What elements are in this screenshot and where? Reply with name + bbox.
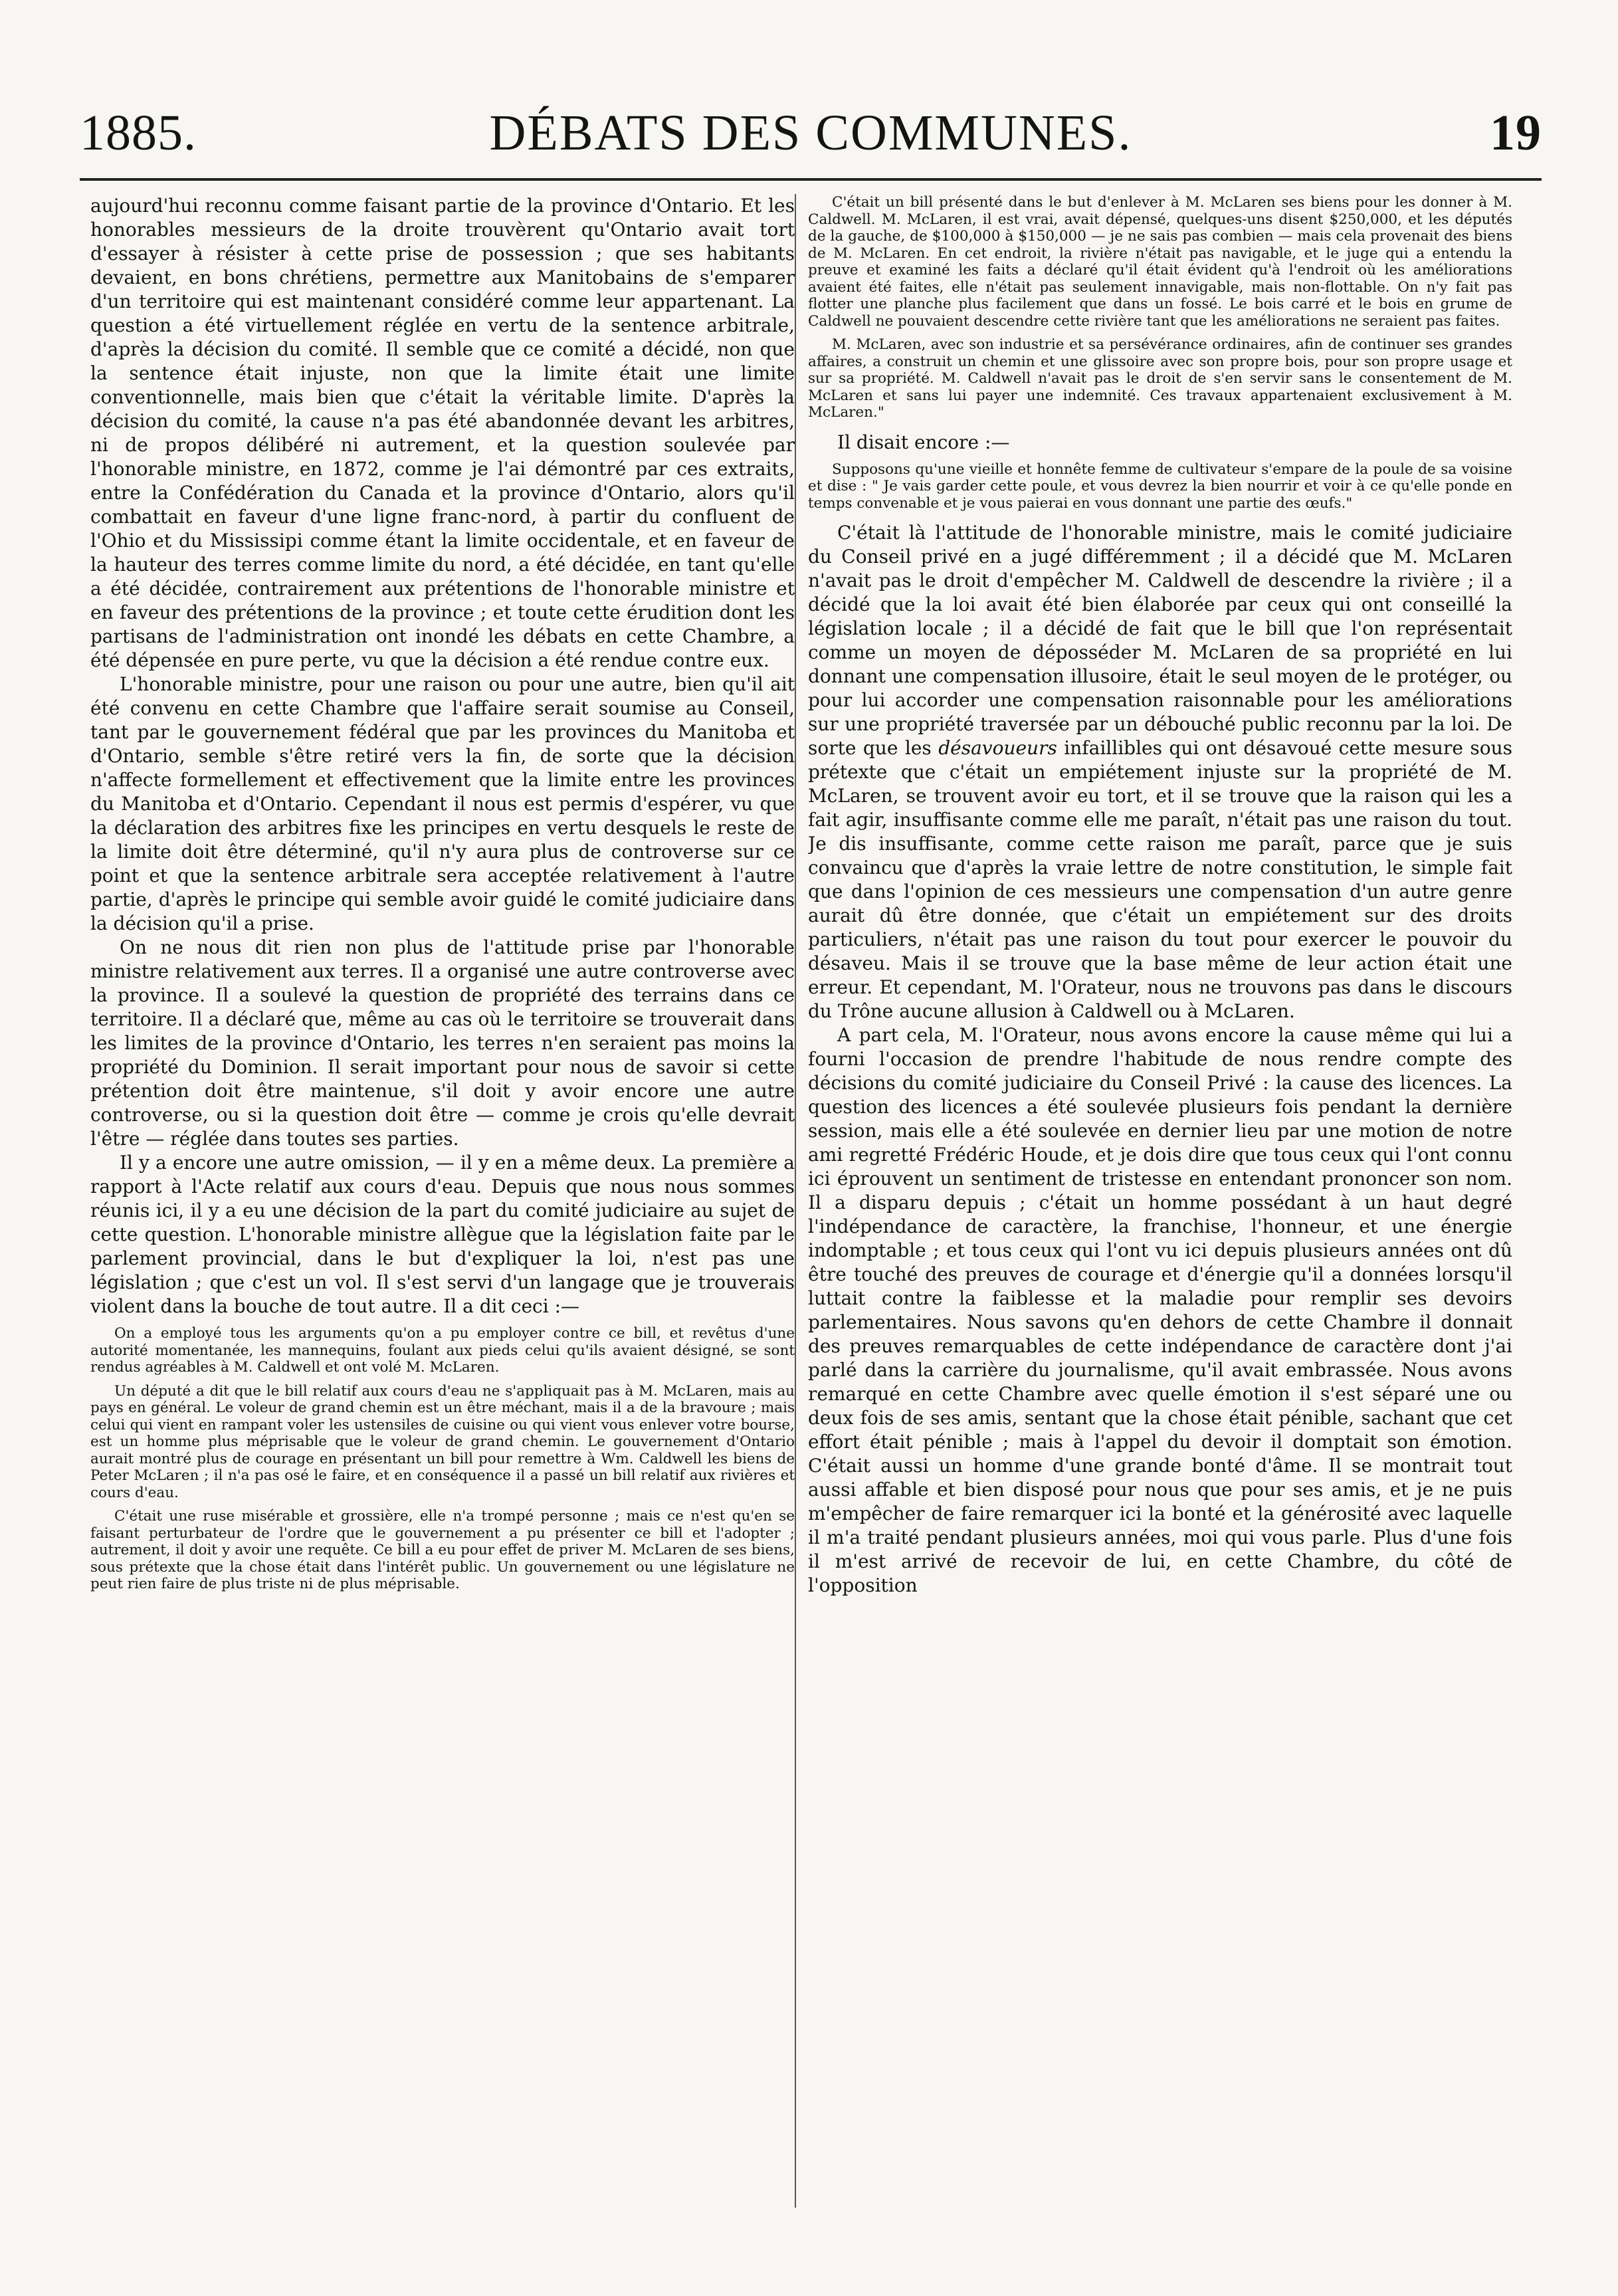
paragraph: On ne nous dit rien non plus de l'attitude prise par l'honorable ministre relativement aux terres. Il a organisé une autre controverse avec la province. Il a soulevé la question de propriété des terrains dans ce territoire. Il a déclaré que, même au cas où le territoire se trouverait dans les limites de la province d'Ontario, les terres n'en seraient pas moins la propriété du Dominion. Il serait important pour nous de savoir si cette prétention doit être maintenue, s'il doit y avoir encore une autre controverse, ou si la question doit être — comme je crois qu'elle devrait l'être — réglée dans toutes ses parties. (90, 936, 795, 1150)
quotation: M. McLaren, avec son industrie et sa persévérance ordinaires, afin de continuer ses grandes affaires, a construit un chemin et une glissoire avec son propre bois, pour son propre usage et sur sa propriété. M. Caldwell n'avait pas le droit de s'en servir sans le consentement de M. McLaren et sans lui payer une indemnité. Ces travaux appartenaient exclusivement à M. McLaren." (808, 336, 1512, 421)
paragraph-text: infaillibles qui ont désavoué cette mesure sous prétexte que c'était un empiétement injuste sur la propriété de M. McLaren, se trouvent avoir eu tort, et il se trouve que la raison qui les a fait agir, insuffisante comme elle me paraît, n'était pas une raison du tout. Je dis insuffisante, comme cette raison me paraît, parce que je suis convaincu que d'après la vraie lettre de notre constitution, le simple fait que dans l'opinion de ces messieurs une compensation d'un autre genre aurait dû être donnée, que c'était un empiétement sur des droits particuliers, n'était pas une raison du tout pour exercer le pouvoir du désaveu. Mais il se trouve que la base même de leur action était une erreur. Et cependant, M. l'Orateur, nous ne trouvons pas dans le discours du Trône aucune allusion à Caldwell ou à McLaren. (808, 737, 1512, 1022)
quotation: Supposons qu'une vieille et honnête femme de cultivateur s'empare de la poule de sa voisine et dise : " Je vais garder cette poule, et vous devrez la bien nourrir et voir à ce qu'elle ponde en temps convenable et je vous paierai en vous donnant une partie des œufs." (808, 461, 1512, 512)
quotation: On a employé tous les arguments qu'on a pu employer contre ce bill, et revêtus d'une autorité momentanée, les mannequins, foulant aux pieds celui qu'ils avaient désigné, se sont rendus agréables à M. Caldwell et ont volé M. McLaren. (90, 1325, 795, 1376)
paragraph: A part cela, M. l'Orateur, nous avons encore la cause même qui lui a fourni l'occasion de prendre l'habitude de nous rendre compte des décisions du comité judiciaire du Conseil Privé : la cause des licences. La question des licences a été soulevée plusieurs fois pendant la dernière session, mais elle a été soulevée en dernier lieu par une motion de notre ami regretté Frédéric Houde, et je dois dire que tous ceux qui l'ont connu ici éprouvent un sentiment de tristesse en entendant prononcer son nom. Il a disparu depuis ; c'était un homme possédant à un haut degré l'indépendance de caractère, la franchise, l'honneur, et une énergie indomptable ; et tous ceux qui l'ont vu ici depuis plusieurs années ont dû être touché des preuves de courage et d'énergie qu'il a données lorsqu'il luttait contre la faiblesse et la maladie pour remplir ses devoirs parlementaires. Nous savons qu'en dehors de cette Chambre il donnait des preuves remarquables de cette indépendance de caractère dont j'ai parlé dans la carrière du journalisme, qu'il avait embrassée. Nous avons remarqué en cette Chambre avec quelle émotion il s'est séparé une ou deux fois de ses amis, sentant que la chose était pénible, sachant que cet effort était pénible ; mais à l'appel du devoir il domptait son émotion. C'était aussi un homme d'une grande bonté d'âme. Il se montrait tout aussi affable et bien disposé pour nous que pour ses amis, et je ne puis m'empêcher de faire remarquer ici la bonté et la générosité avec laquelle il m'a traité pendant plusieurs années, moi qui vous parle. Plus d'une fois il m'est arrivé de recevoir de lui, en cette Chambre, du côté de l'opposition (808, 1024, 1512, 1596)
quotation: C'était une ruse misérable et grossière, elle n'a trompé personne ; mais ce n'est qu'en se faisant perturbateur de l'ordre que le gouvernement a pu présenter ce bill et l'adopter ; autrement, il doit y avoir une requête. Ce bill a eu pour effet de priver M. McLaren de ses biens, sous prétexte que la chose était dans l'intérêt public. Un gouvernement ou une législature ne peut rien faire de plus triste ni de plus méprisable. (90, 1508, 795, 1592)
page-title: DÉBATS DES COMMUNES. (489, 105, 1132, 161)
page-year: 1885. (80, 105, 197, 161)
right-column (808, 194, 1512, 2214)
paragraph (808, 521, 1512, 1023)
paragraph-text: C'était là l'attitude de l'honorable ministre, mais le comité judiciaire du Conseil privé en a jugé différemment ; il a décidé que M. McLaren n'avait pas le droit d'empêcher M. Caldwell de descendre la rivière ; il a décidé que la loi avait été bien élaborée par ceux qui ont conseillé la législation locale ; il a décidé de fait que le bill que l'on représentait comme un moyen de déposséder M. McLaren de sa propriété en lui donnant une compensation illusoire, était le seul moyen de le protéger, ou pour lui accorder une compensation raisonnable pour les améliorations sur une propriété traversée par un débouché public reconnu par la loi. De sorte que les (808, 522, 1512, 759)
running-head (80, 100, 1542, 173)
paragraph: L'honorable ministre, pour une raison ou pour une autre, bien qu'il ait été convenu en cette Chambre que l'affaire serait soumise au Conseil, tant par le gouvernement fédéral que par les provinces du Manitoba et d'Ontario, semble s'être retiré vers la fin, de sorte que la décision n'affecte formellement et effectivement que la limite entre les provinces du Manitoba et d'Ontario. Cependant il nous est permis d'espérer, vu que la déclaration des arbitres fixe les principes en vertu desquels le reste de la limite doit être déterminé, qu'il n'y aura plus de controverse sur ce point et que la sentence arbitrale sera acceptée relativement à l'autre partie, d'après le principe qui semble avoir guidé le comité judiciaire dans la décision qu'il a prise. (90, 673, 795, 934)
paragraph: Il disait encore :— (837, 431, 1010, 453)
italic-term: désavoueurs (938, 737, 1057, 759)
header-rule (80, 178, 1542, 181)
quotation: Un député a dit que le bill relatif aux cours d'eau ne s'appliquait pas à M. McLaren, mais au pays en général. Le voleur de grand chemin est un être méchant, mais il a de la bravoure ; mais celui qui vient en rampant voler les ustensiles de cuisine ou qui vient vous enlever votre bourse, est un homme plus méprisable que le voleur de grand chemin. Le gouvernement d'Ontario aurait montré plus de courage en présentant un bill pour remettre à Wm. Caldwell les biens de Peter McLaren ; il n'a pas osé le faire, et en conséquence il a passé un bill relatif aux rivières et cours d'eau. (90, 1382, 795, 1501)
left-column (90, 194, 795, 2214)
paragraph: aujourd'hui reconnu comme faisant partie de la province d'Ontario. Et les honorables messieurs de la droite trouvèrent qu'Ontario avait tort d'essayer à résister à cette prise de possession ; que ses habitants devaient, en bons chrétiens, permettre aux Manitobains de s'emparer d'un territoire qui est maintenant considéré comme leur appartenant. La question a été virtuellement réglée en vertu de la sentence arbitrale, d'après la décision du comité. Il semble que ce comité a décidé, non que la sentence était injuste, non que la limite était une limite conventionnelle, mais bien que c'était la véritable limite. D'après la décision du comité, la cause n'a pas été abandonnée devant les arbitres, ni de propos délibéré ni autrement, et la question soulevée par l'honorable ministre, en 1872, comme je l'ai démontré par ces extraits, entre la Confédération du Canada et la province d'Ontario, alors qu'il combattait en faveur d'une ligne franc-nord, à partir du confluent de l'Ohio et du Mississipi comme étant la limite occidentale, et en faveur de la hauteur des terres comme limite du nord, a été décidée, en tant qu'elle a été décidée, contrairement aux prétentions de l'honorable ministre et en faveur des prétentions de la province ; et toute cette érudition dont les partisans de l'administration ont inondé les débats en cette Chambre, a été dépensée en pure perte, vu que la décision a été rendue contre eux. (90, 195, 795, 671)
quotation: C'était un bill présenté dans le but d'enlever à M. McLaren ses biens pour les donner à M. Caldwell. M. McLaren, il est vrai, avait dépensé, quelques-uns disent $250,000, et les députés de la gauche, de $100,000 à $150,000 — je ne sais pas combien — mais cela provenait des biens de M. McLaren. En cet endroit, la rivière n'était pas navigable, et le juge qui a entendu la preuve et examiné les faits a déclaré qu'il était évident qu'à l'endroit où les améliorations avaient été faites, elle n'était pas seulement innavigable, mais non-flottable. On n'y fait pas flotter une planche plus facilement que dans un fossé. Le bois carré et le bois en grume de Caldwell ne pouvaient descendre cette rivière tant que les améliorations ne seraient pas faites. (808, 194, 1512, 330)
column-divider (795, 194, 796, 2208)
paragraph: Il y a encore une autre omission, — il y en a même deux. La première a rapport à l'Acte relatif aux cours d'eau. Depuis que nous nous sommes réunis ici, il y a eu une décision de la part du comité judiciaire au sujet de cette question. L'honorable ministre allègue que la législation faite par le parlement provincial, dans le but d'expliquer la loi, n'est pas une législation ; que c'est un vol. Il s'est servi d'un langage que je trouverais violent dans la bouche de tout autre. Il a dit ceci :— (90, 1152, 795, 1317)
page-number: 19 (1490, 105, 1542, 161)
